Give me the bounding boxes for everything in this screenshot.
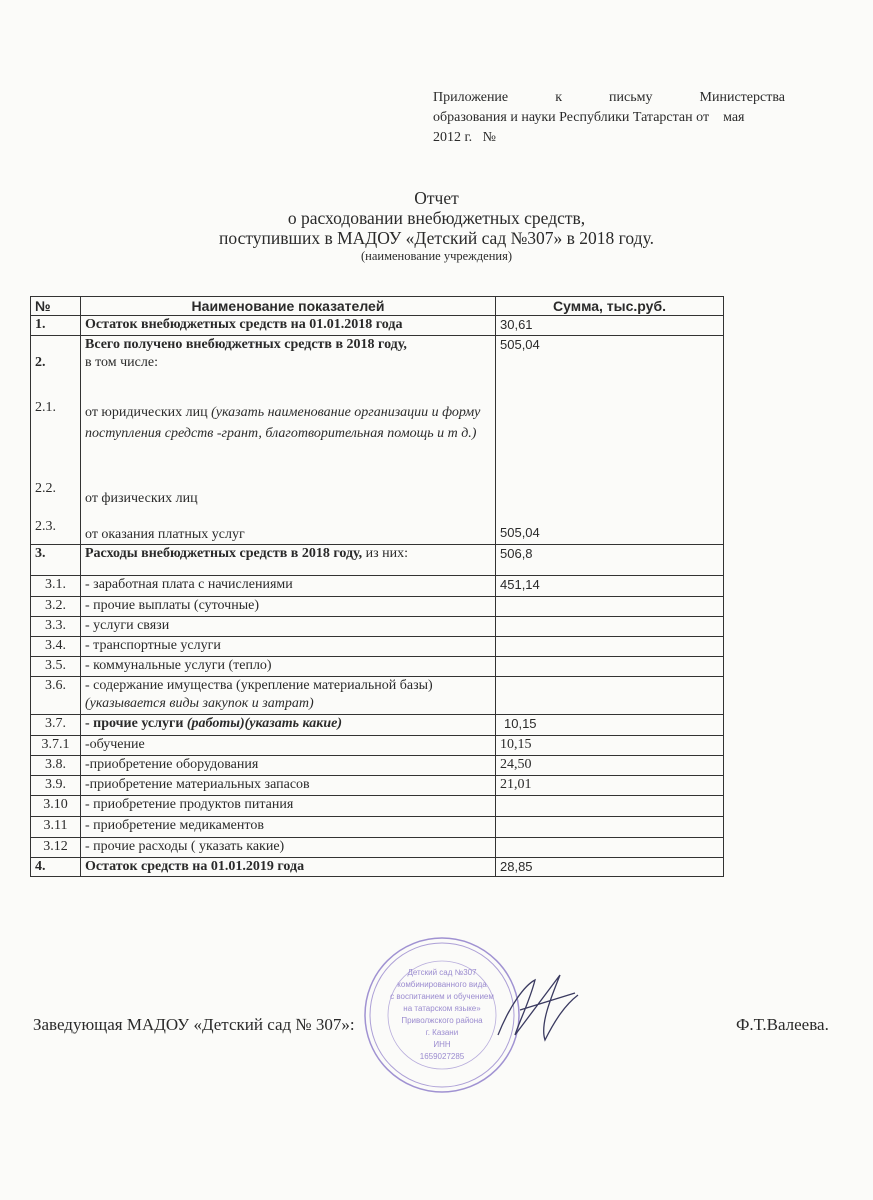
row-number: 3.2. xyxy=(31,597,81,617)
table-row xyxy=(31,677,724,715)
row-sum: 451,14 xyxy=(496,576,724,597)
appendix-line: 2012 г. № xyxy=(433,130,497,145)
appendix-word: Министерства xyxy=(699,90,785,105)
row-number-2: 2. xyxy=(35,355,46,370)
svg-text:г. Казани: г. Казани xyxy=(425,1028,459,1037)
row-number: 3.9. xyxy=(31,776,81,796)
svg-text:с воспитанием и обучением: с воспитанием и обучением xyxy=(390,992,494,1001)
row-number: 3.11 xyxy=(31,817,81,838)
row-name: - приобретение продуктов питания xyxy=(81,796,496,817)
row-name xyxy=(81,336,496,545)
row-sum-2-3: 505,04 xyxy=(500,525,540,540)
row-sum: 10,15 xyxy=(496,736,724,756)
row-sum xyxy=(496,817,724,838)
row-note: (работы)(указать какие) xyxy=(186,716,342,731)
row-note-2-1: (указать наименование организации и форму поступления средств -грант, благотворительная помощь и т д.) xyxy=(85,405,481,441)
row-name-2-2: от физических лиц xyxy=(85,491,198,506)
row-number: 3.3. xyxy=(31,617,81,637)
report-title xyxy=(0,188,873,264)
table-row xyxy=(31,637,724,657)
svg-text:Детский сад №307: Детский сад №307 xyxy=(407,968,477,977)
title-caption: (наименование учреждения) xyxy=(361,249,512,263)
row-name: -обучение xyxy=(81,736,496,756)
row-sum-2: 505,04 xyxy=(500,337,540,352)
row-sum xyxy=(496,838,724,858)
table-row xyxy=(31,657,724,677)
table-row xyxy=(31,838,724,858)
header-sum: Сумма, тыс.руб. xyxy=(496,297,724,316)
row-number: 3.6. xyxy=(31,677,81,715)
row-number: 4. xyxy=(31,858,81,877)
header-name: Наименование показателей xyxy=(81,297,496,316)
table-row xyxy=(31,858,724,877)
appendix-word: Приложение xyxy=(433,90,509,105)
row-name: Расходы внебюджетных средств в 2018 году, xyxy=(85,546,363,561)
appendix-line: образования и науки Республики Татарстан от мая xyxy=(433,110,745,125)
row-name-2: Всего получено внебюджетных средств в 2018 году, xyxy=(85,337,407,352)
row-name-rest: из них: xyxy=(362,546,409,561)
row-name: - заработная плата с начислениями xyxy=(81,576,496,597)
row-sum: 21,01 xyxy=(496,776,724,796)
row-name: - услуги связи xyxy=(81,617,496,637)
table-row xyxy=(31,545,724,576)
table-row xyxy=(31,796,724,817)
svg-text:на татарском языке»: на татарском языке» xyxy=(403,1004,481,1013)
row-sum xyxy=(496,637,724,657)
table-row xyxy=(31,617,724,637)
title-line: Отчет xyxy=(414,188,459,208)
signature-position: Заведующая МАДОУ «Детский сад № 307»: xyxy=(33,1015,355,1034)
row-sum xyxy=(496,336,724,545)
row-name: - прочие услуги xyxy=(85,716,187,731)
row-name-2-3: от оказания платных услуг xyxy=(85,527,245,542)
row-number: 1. xyxy=(31,316,81,336)
row-note: (указывается виды закупок и затрат) xyxy=(85,696,314,711)
row-number: 3.1. xyxy=(31,576,81,597)
row-number xyxy=(31,336,81,545)
row-number: 3.10 xyxy=(31,796,81,817)
table-header xyxy=(31,297,724,316)
table-row xyxy=(31,597,724,617)
title-line: поступивших в МАДОУ «Детский сад №307» в 2018 году. xyxy=(219,228,654,248)
row-number: 3.12 xyxy=(31,838,81,858)
row-sum xyxy=(496,617,724,637)
row-name: - содержание имущества (укрепление материальной базы) xyxy=(85,678,433,693)
appendix-word: к xyxy=(555,90,562,105)
row-sum xyxy=(496,677,724,715)
row-name: - прочие расходы ( указать какие) xyxy=(81,838,496,858)
table-row xyxy=(31,715,724,736)
svg-text:1659027285: 1659027285 xyxy=(419,1052,465,1061)
title-line: о расходовании внебюджетных средств, xyxy=(287,208,586,228)
row-number-2-2: 2.2. xyxy=(35,481,56,496)
row-name: -приобретение материальных запасов xyxy=(81,776,496,796)
appendix-note xyxy=(433,88,785,148)
row-sum: 24,50 xyxy=(496,756,724,776)
svg-text:комбинированного вида: комбинированного вида xyxy=(397,980,487,989)
row-number: 3.4. xyxy=(31,637,81,657)
row-name: -приобретение оборудования xyxy=(81,756,496,776)
table-row xyxy=(31,776,724,796)
svg-text:Приволжского района: Приволжского района xyxy=(401,1016,483,1025)
row-name: - приобретение медикаментов xyxy=(81,817,496,838)
table-row xyxy=(31,817,724,838)
signature-name: Ф.Т.Валеева. xyxy=(736,1015,829,1034)
svg-text:ИНН: ИНН xyxy=(433,1040,451,1049)
row-sum: 506,8 xyxy=(496,545,724,576)
handwritten-signature xyxy=(490,965,580,1055)
row-number: 3.5. xyxy=(31,657,81,677)
row-number-2-3: 2.3. xyxy=(35,519,56,534)
row-name-2-1: от юридических лиц xyxy=(85,405,212,420)
row-sum: 10,15 xyxy=(496,715,724,736)
row-number: 3.8. xyxy=(31,756,81,776)
row-number: 3.7.1 xyxy=(31,736,81,756)
table-row xyxy=(31,756,724,776)
appendix-word: письму xyxy=(609,90,653,105)
table-row xyxy=(31,316,724,336)
row-name: - коммунальные услуги (тепло) xyxy=(81,657,496,677)
row-number: 3.7. xyxy=(31,715,81,736)
report-table xyxy=(30,296,724,877)
row-name: Остаток средств на 01.01.2019 года xyxy=(81,858,496,877)
row-name: - транспортные услуги xyxy=(81,637,496,657)
row-number-2-1: 2.1. xyxy=(35,400,56,415)
row-name-2-rest: в том числе: xyxy=(85,355,158,370)
row-sum: 30,61 xyxy=(496,316,724,336)
table-row xyxy=(31,576,724,597)
row-name: Остаток внебюджетных средств на 01.01.2018 года xyxy=(81,316,496,336)
header-number: № xyxy=(31,297,81,316)
row-sum xyxy=(496,796,724,817)
row-name: - прочие выплаты (суточные) xyxy=(81,597,496,617)
row-sum: 28,85 xyxy=(496,858,724,877)
row-number: 3. xyxy=(31,545,81,576)
table-row xyxy=(31,736,724,756)
table-row xyxy=(31,336,724,545)
row-sum xyxy=(496,597,724,617)
row-sum xyxy=(496,657,724,677)
